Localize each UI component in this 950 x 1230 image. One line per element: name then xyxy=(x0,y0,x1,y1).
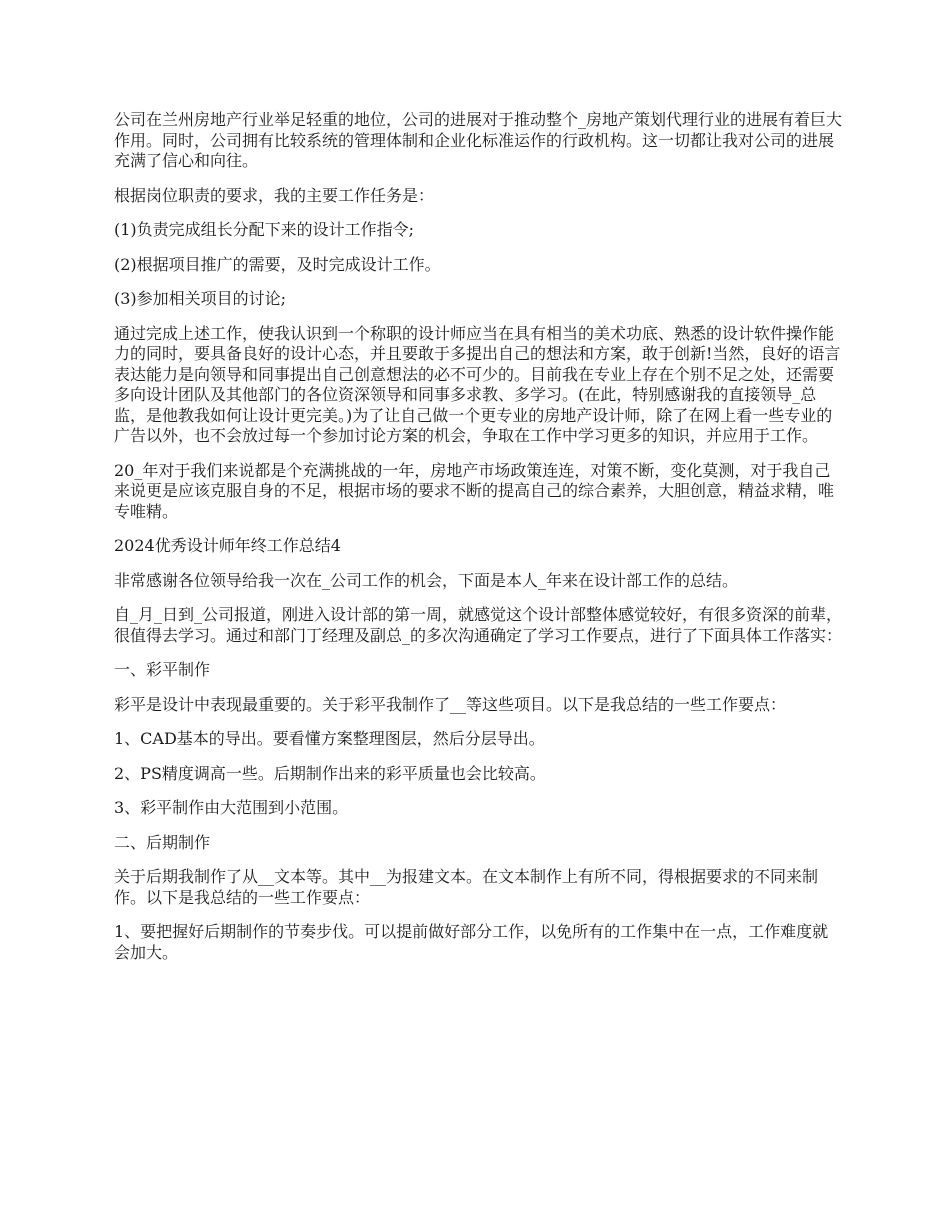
section-heading-post-production: 二、后期制作 xyxy=(114,832,211,852)
paragraph-year-outlook: 20_年对于我们来说都是个充满挑战的一年，房地产市场政策连连，对策不断，变化莫测，对于我自己来说更是应该克服自身的不足，根据市场的要求不断的提高自己的综合素养，大胆创意，精益求精，唯专唯精。 xyxy=(114,460,835,521)
list-item-color-plan-2: 2、PS精度调高一些。后期制作出来的彩平质量也会比较高。 xyxy=(114,763,546,783)
paragraph-reflection: 通过完成上述工作，使我认识到一个称职的设计师应当在具有相当的美术功底、熟悉的设计软件操作能力的同时，要具备良好的设计心态，并且要敢于多提出自己的想法和方案，敢于创新!当然，良好的语言表达能力是向领导和同事提出自己创意想法的必不可少的。目前我在专业上存在个别不足之处，还需要多向设计团队及其他部门的各位资深领导和同事多求教、多学习。(在此，特别感谢我的直接领导_总监，是他教我如何让设计更完美。)为了让自己做一个更专业的房地产设计师，除了在网上看一些专业的广告以外，也不会放过每一个参加讨论方案的机会，争取在工作中学习更多的知识，并应用于工作。 xyxy=(114,323,841,445)
paragraph-onboarding: 自_月_日到_公司报道，刚进入设计部的第一周，就感觉这个设计部整体感觉较好，有很多资深的前辈，很值得去学习。通过和部门丁经理及副总_的多次沟通确定了学习工作要点，进行了下面具体工作落实： xyxy=(114,605,843,645)
paragraph-company-intro: 公司在兰州房地产行业举足轻重的地位，公司的进展对于推动整个_房地产策划代理行业的进展有着巨大作用。同时，公司拥有比较系统的管理体制和企业化标准运作的行政机构。这一切都让我对公司的进展充满了信心和向往。 xyxy=(114,110,843,170)
list-item-duty-3: (3)参加相关项目的讨论; xyxy=(114,289,287,308)
list-item-duty-1: (1)负责完成组长分配下来的设计工作指令; xyxy=(114,220,415,239)
document-body xyxy=(114,110,844,977)
paragraph-color-plan: 彩平是设计中表现最重要的。关于彩平我制作了__等这些项目。以下是我总结的一些工作要点： xyxy=(114,694,787,714)
paragraph-thanks: 非常感谢各位领导给我一次在_公司工作的机会，下面是本人_年来在设计部工作的总结。 xyxy=(114,570,739,590)
list-item-duty-2: (2)根据项目推广的需要，及时完成设计工作。 xyxy=(114,254,441,274)
list-item-color-plan-1: 1、CAD基本的导出。要看懂方案整理图层，然后分层导出。 xyxy=(114,729,545,748)
section-heading-summary-4: 2024优秀设计师年终工作总结4 xyxy=(114,536,341,555)
list-item-post-production-1: 1、要把握好后期制作的节奏步伐。可以提前做好部分工作，以免所有的工作集中在一点，工作难度就会加大。 xyxy=(114,922,829,962)
paragraph-duties-intro: 根据岗位职责的要求，我的主要工作任务是： xyxy=(114,185,435,205)
paragraph-post-production: 关于后期我制作了从__文本等。其中__为报建文本。在文本制作上有所不同，得根据要求的不同来制作。以下是我总结的一些工作要点： xyxy=(114,867,819,907)
list-item-color-plan-3: 3、彩平制作由大范围到小范围。 xyxy=(114,798,349,817)
section-heading-color-plan: 一、彩平制作 xyxy=(114,660,211,679)
